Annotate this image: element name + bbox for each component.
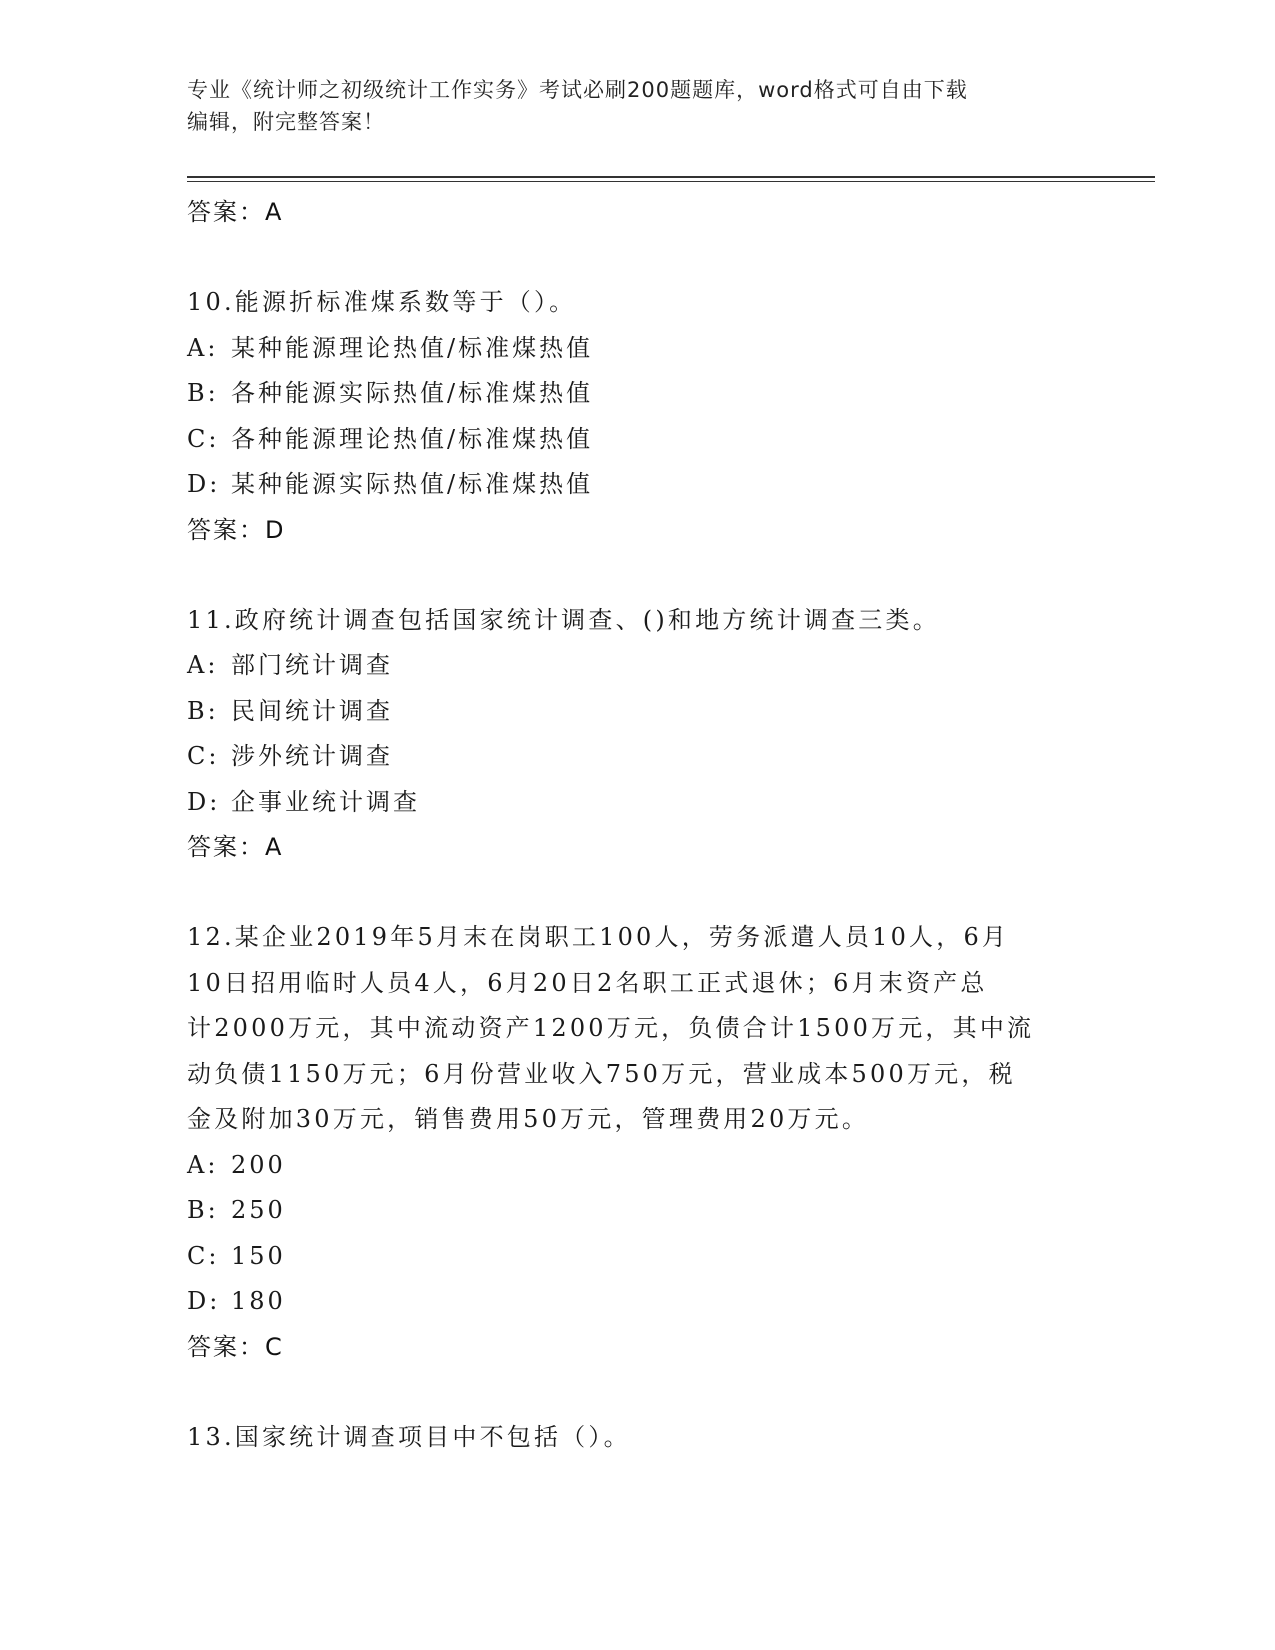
question-stem: 10.能源折标准煤系数等于（）。	[187, 288, 577, 316]
answer-line: 答案：C	[187, 1332, 284, 1361]
option-b: B: 250	[187, 1196, 286, 1224]
option-a: A: 某种能源理论热值/标准煤热值	[187, 333, 594, 362]
option-b: B: 民间统计调查	[187, 696, 393, 725]
answer-line: 答案：D	[187, 515, 286, 544]
question-stem-line: 10日招用临时人员4人，6月20日2名职工正式退休；6月末资产总	[187, 968, 988, 997]
question-stem-line: 计2000万元，其中流动资产1200万元，负债合计1500万元，其中流	[187, 1014, 1035, 1042]
option-d: D: 180	[187, 1287, 286, 1315]
question-13	[187, 1415, 1087, 1461]
question-stem-line: 金及附加30万元，销售费用50万元，管理费用20万元。	[187, 1105, 870, 1133]
answer-line: 答案：A	[187, 833, 284, 861]
question-list	[187, 190, 1087, 1460]
answer-line: 答案：A	[187, 198, 284, 226]
option-a: A: 200	[187, 1150, 286, 1179]
question-stem-line: 12.某企业2019年5月末在岗职工100人，劳务派遣人员10人，6月	[187, 923, 1010, 951]
option-c: C: 涉外统计调查	[187, 742, 393, 770]
header-line-1: 专业《统计师之初级统计工作实务》考试必刷200题题库，word格式可自由下载	[187, 78, 968, 102]
option-d: D: 企事业统计调查	[187, 787, 420, 816]
option-c: C: 150	[187, 1241, 286, 1270]
question-stem: 13.国家统计调查项目中不包括（）。	[187, 1422, 631, 1451]
header-divider	[187, 176, 1155, 178]
question-11	[187, 598, 1087, 871]
document-header	[187, 74, 1087, 138]
option-a: A: 部门统计调查	[187, 651, 393, 679]
question-stem-line: 动负债1150万元；6月份营业收入750万元，营业成本500万元，税	[187, 1059, 1016, 1088]
question-stem: 11.政府统计调查包括国家统计调查、()和地方统计调查三类。	[187, 605, 940, 634]
option-c: C: 各种能源理论热值/标准煤热值	[187, 424, 594, 453]
header-line-2: 编辑，附完整答案！	[187, 110, 385, 134]
question-10	[187, 280, 1087, 553]
header-divider-thin	[187, 181, 1155, 182]
question-12	[187, 915, 1087, 1370]
option-d: D: 某种能源实际热值/标准煤热值	[187, 470, 594, 498]
option-b: B: 各种能源实际热值/标准煤热值	[187, 379, 594, 407]
